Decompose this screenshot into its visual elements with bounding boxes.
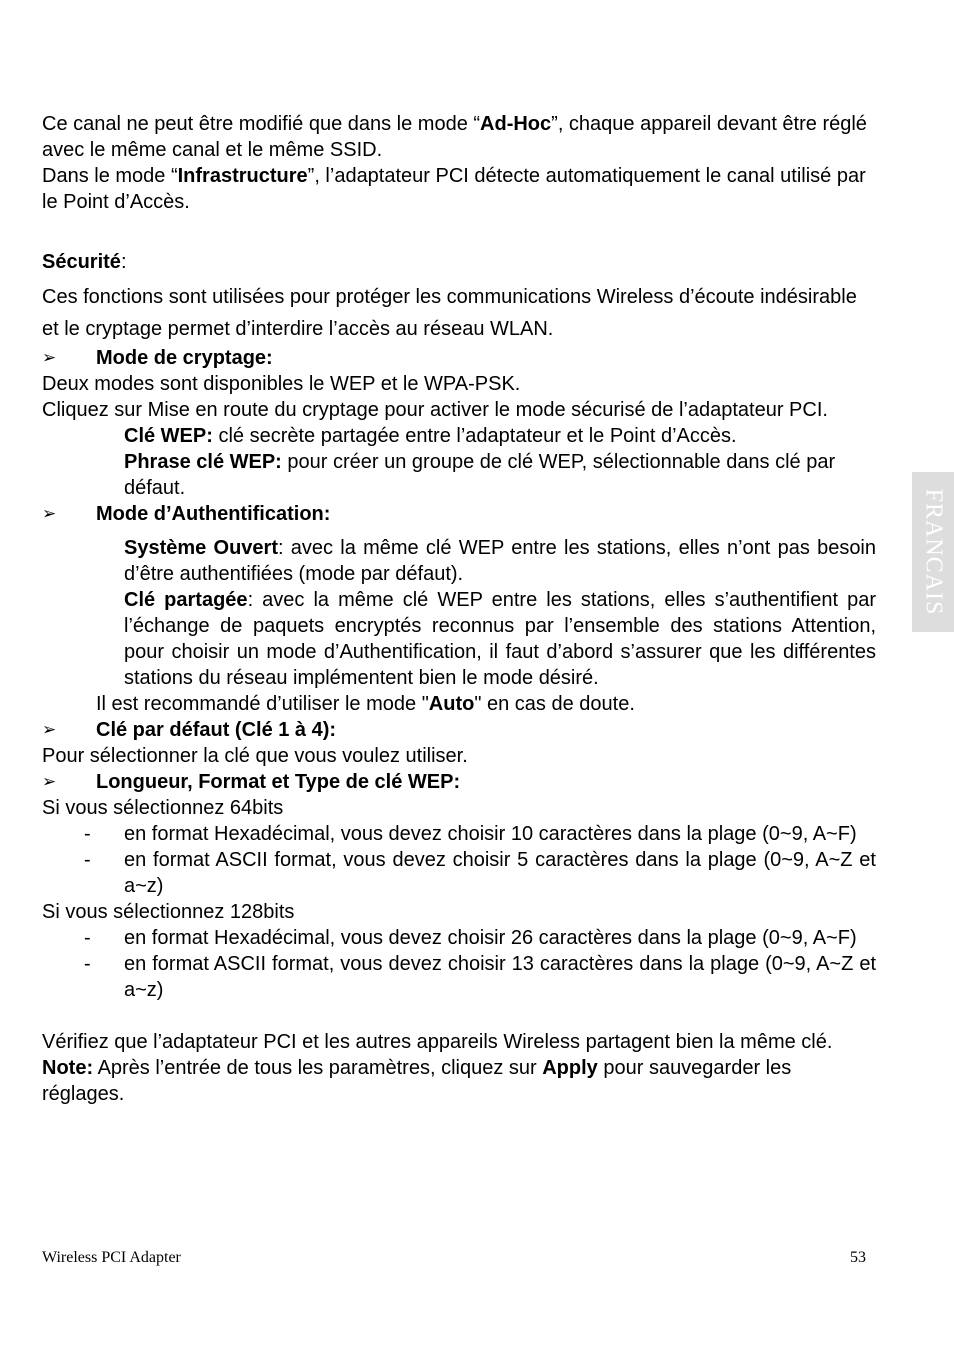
wep-key-definition — [42, 423, 876, 449]
infrastructure-term: Infrastructure — [177, 165, 308, 187]
language-tab-label: FRANCAIS — [920, 488, 947, 616]
default-key-text: Pour sélectionner la clé que vous voulez utiliser. — [42, 745, 468, 767]
wep-phrase-label: Phrase clé WEP: — [124, 451, 282, 473]
crypt-title: Mode de cryptage: — [96, 347, 273, 369]
open-system-label: Système Ouvert — [124, 537, 278, 559]
intro-infra — [42, 163, 876, 215]
recommendation-text: Il est recommandé d’utiliser le mode " — [96, 693, 429, 715]
list-item-text: en format Hexadécimal, vous devez choisir 10 caractères dans la plage (0~9, A~F) — [124, 823, 857, 845]
security-colon: : — [120, 251, 127, 273]
list-item — [42, 821, 876, 847]
auth-open-system — [42, 535, 876, 587]
shared-key-text: : avec la même clé WEP entre les stations, elles s’authentifient par l’échange de paquets encryptés reconnus par l’ensemble des stations Attention, pour choisir un mode d’Authentification, il faut d’abord s’assurer que les différentes stations du réseau implémentent bien le mode désiré. — [124, 589, 876, 689]
note-text-end: pour sauvegarder les réglages. — [42, 1057, 792, 1105]
footer-product: Wireless PCI Adapter — [42, 1249, 181, 1266]
intro-adhoc-text: Ce canal ne peut être modifié que dans le mode “ — [42, 113, 481, 135]
note-label: Note: — [42, 1057, 94, 1079]
wep-key-text: clé secrète partagée entre l’adaptateur et le Point d’Accès. — [212, 425, 737, 447]
adhoc-term: Ad-Hoc — [480, 113, 552, 135]
auto-term: Auto — [428, 693, 475, 715]
arrow-bullet-icon: ➢ — [42, 348, 57, 367]
verify-key-text: Vérifiez que l’adaptateur PCI et les autres appareils Wireless partagent bien la même clé. — [42, 1031, 833, 1053]
crypt-activate: Cliquez sur Mise en route du cryptage pour activer le mode sécurisé de l’adaptateur PCI. — [42, 399, 828, 421]
intro-adhoc-text-end: ”, chaque appareil devant être réglé avec le même canal et le même SSID. — [42, 113, 867, 161]
arrow-bullet-icon: ➢ — [42, 504, 57, 523]
default-key-heading — [42, 717, 876, 743]
key-length-title: Longueur, Format et Type de clé WEP: — [96, 771, 461, 793]
intro-infra-text: Dans le mode “ — [42, 165, 178, 187]
key-length-heading — [42, 769, 876, 795]
crypt-heading — [42, 345, 876, 371]
list-item — [42, 951, 876, 1003]
intro-infra-text-end: ”, l’adaptateur PCI détecte automatiquement le canal utilisé par le Point d’Accès. — [42, 165, 866, 213]
auth-recommendation — [42, 691, 876, 717]
list-item-text: en format ASCII format, vous devez choisir 5 caractères dans la plage (0~9, A~Z et a~z) — [124, 849, 876, 897]
dash-marker: - — [84, 927, 91, 949]
wep-phrase-text: pour créer un groupe de clé WEP, sélectionnable dans clé par défaut. — [124, 451, 836, 499]
list-item-text: en format Hexadécimal, vous devez choisir 26 caractères dans la plage (0~9, A~F) — [124, 927, 857, 949]
dash-marker: - — [84, 953, 91, 975]
recommendation-text-end: " en cas de doute. — [474, 693, 635, 715]
footer-page-number: 53 — [850, 1249, 866, 1266]
open-system-text: : avec la même clé WEP entre les stations, elles n’ont pas besoin d’être authentifiées (mode par défaut). — [124, 537, 877, 585]
list-item — [42, 925, 876, 951]
note-paragraph — [42, 1055, 876, 1107]
wep-key-label: Clé WEP: — [124, 425, 213, 447]
arrow-bullet-icon: ➢ — [42, 720, 57, 739]
arrow-bullet-icon: ➢ — [42, 772, 57, 791]
intro-adhoc — [42, 111, 876, 163]
if-128bits: Si vous sélectionnez 128bits — [42, 901, 295, 923]
dash-marker: - — [84, 823, 91, 845]
security-description: Ces fonctions sont utilisées pour protéger les communications Wireless d’écoute indésirable et le cryptage permet d’interdire l’accès au réseau WLAN. — [42, 286, 857, 340]
page-body — [42, 111, 876, 1107]
language-tab — [912, 472, 954, 632]
note-text: Après l’entrée de tous les paramètres, cliquez sur — [93, 1057, 543, 1079]
list-item-text: en format ASCII format, vous devez choisir 13 caractères dans la plage (0~9, A~Z et a~z) — [124, 953, 876, 1001]
auth-heading — [42, 501, 876, 527]
if-64bits: Si vous sélectionnez 64bits — [42, 797, 284, 819]
shared-key-label: Clé partagée — [124, 589, 248, 611]
auth-title: Mode d’Authentification: — [96, 503, 331, 525]
crypt-modes: Deux modes sont disponibles le WEP et le WPA-PSK. — [42, 373, 521, 395]
auth-shared-key — [42, 587, 876, 691]
dash-marker: - — [84, 849, 91, 871]
default-key-title: Clé par défaut (Clé 1 à 4): — [96, 719, 337, 741]
security-title: Sécurité — [42, 251, 121, 273]
security-heading — [42, 249, 876, 275]
apply-term: Apply — [542, 1057, 598, 1079]
list-item — [42, 847, 876, 899]
wep-phrase-definition — [42, 449, 876, 501]
